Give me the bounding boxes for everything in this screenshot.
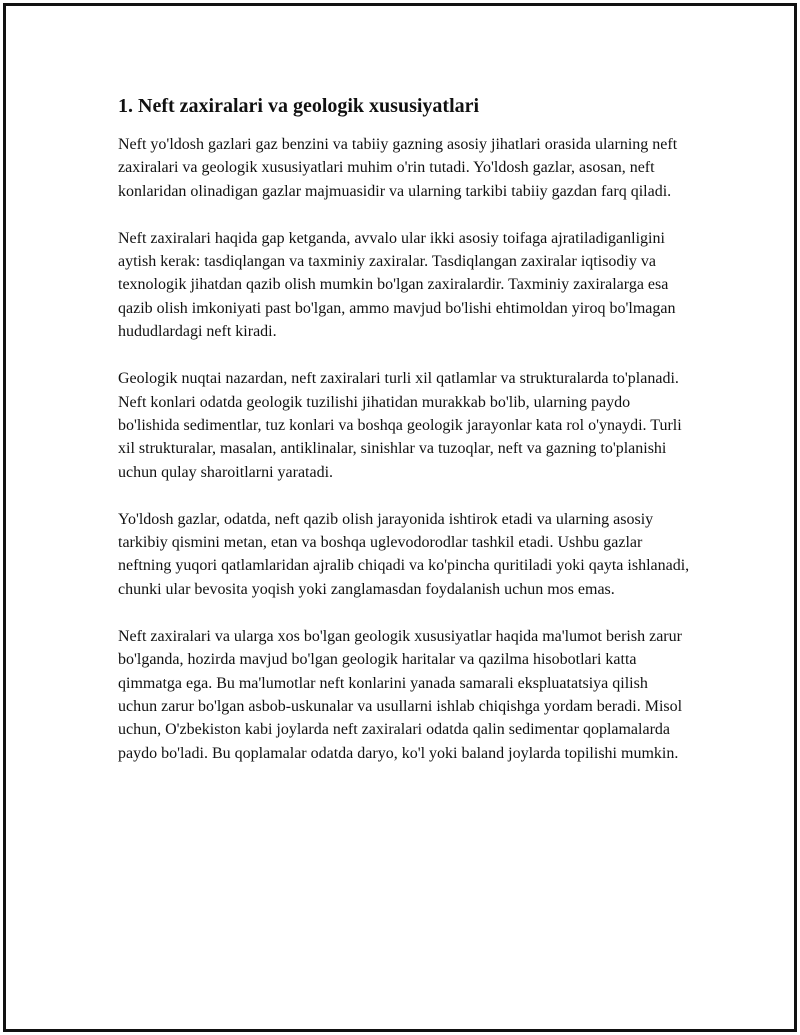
paragraph-1: Neft yo'ldosh gazlari gaz benzini va tabiiy gazning asosiy jihatlari orasida ularning neft zaxiralari va geologik xususiyatlari muhim o'rin tutadi. Yo'ldosh gazlar, asosan, neft konlaridan olinadigan gazlar majmuasidir va ularning tarkibi tabiiy gazdan farq qiladi. (118, 136, 678, 200)
paragraph-4: Yo'ldosh gazlar, odatda, neft qazib olish jarayonida ishtirok etadi va ularning asosiy tarkibiy qismini metan, etan va boshqa uglevodorodlar tashkil etadi. Ushbu gazlar neftning yuqori qatlamlaridan ajralib chiqadi va ko'pincha quritiladi yoki qayta ishlanadi, chunki ular bevosita yoqish yoki zanglamasdan foydalanish uchun mos emas. (118, 510, 690, 598)
paragraph-2: Neft zaxiralari haqida gap ketganda, avvalo ular ikki asosiy toifaga ajratiladiganligini aytish kerak: tasdiqlangan va taxminiy zaxiralar. Tasdiqlangan zaxiralar iqtisodiy va texnologik jihatdan qazib olish mumkin bo'lgan zaxiralardir. Taxminiy zaxiralarga esa qazib olish imkoniyati past bo'lgan, ammo mavjud bo'lishi ehtimoldan yiroq bo'lmagan hududlardagi neft kiradi. (118, 229, 676, 341)
document-body (118, 93, 690, 789)
section-title: 1. Neft zaxiralari va geologik xususiyatlari (118, 95, 480, 117)
paragraph-5: Neft zaxiralari va ularga xos bo'lgan geologik xususiyatlar haqida ma'lumot berish zarur bo'lganda, hozirda mavjud bo'lgan geologik haritalar va qazilma hisobotlari katta qimmatga ega. Bu ma'lumotlar neft konlarini yanada samarali ekspluatatsiya qilish uchun zarur bo'lgan asbob-uskunalar va usullarni ishlab chiqishga yordam beradi. Misol uchun, O'zbekiston kabi joylarda neft zaxiralari odatda qalin sedimentar qoplamalarda paydo bo'ladi. Bu qoplamalar odatda daryo, ko'l yoki baland joylarda topilishi mumkin. (118, 628, 683, 762)
paragraph-3: Geologik nuqtai nazardan, neft zaxiralari turli xil qatlamlar va strukturalarda to'planadi. Neft konlari odatda geologik tuzilishi jihatidan murakkab bo'lib, ularning paydo bo'lishida sedimentlar, tuz konlari va boshqa geologik jarayonlar kata rol o'ynaydi. Turli xil strukturalar, masalan, antiklinalar, sinishlar va tuzoqlar, neft va gazning to'planishi uchun qulay sharoitlarni yaratadi. (118, 370, 682, 481)
